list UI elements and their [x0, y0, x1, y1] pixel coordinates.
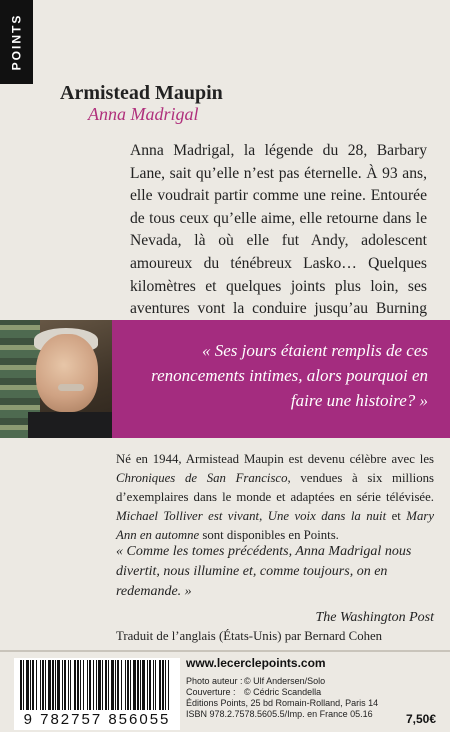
photo-credit-value: © Ulf Andersen/Solo	[244, 676, 326, 686]
barcode-bar	[105, 660, 107, 710]
barcode-bar	[32, 660, 34, 710]
barcode-bar	[162, 660, 164, 710]
author-bio	[116, 450, 434, 545]
barcode-number: 9 782757 856055	[23, 711, 171, 728]
photo-collar	[28, 412, 112, 438]
barcode-bar	[48, 660, 51, 710]
barcode-bar	[149, 660, 151, 710]
barcode-bar	[30, 660, 31, 710]
barcode-bar	[23, 660, 24, 710]
barcode-bar	[62, 660, 63, 710]
footer-divider	[0, 650, 450, 652]
barcode-bar	[153, 660, 154, 710]
barcode-bar	[26, 660, 29, 710]
barcode-bar	[64, 660, 66, 710]
photo-face	[36, 334, 98, 412]
photo-credit-label: Photo auteur :	[186, 676, 243, 686]
bio-title-chroniques: Chroniques de San Francisco	[116, 471, 288, 485]
isbn-line: ISBN 978.2.7578.5605.5/Imp. en France 05.16	[186, 709, 373, 719]
barcode-bar	[80, 660, 81, 710]
barcode-bar	[83, 660, 84, 710]
barcode-bar	[98, 660, 101, 710]
publisher-website[interactable]: www.lecerclepoints.com	[186, 656, 326, 670]
barcode-bar	[20, 660, 22, 710]
points-logo-text: POINTS	[9, 13, 24, 71]
barcode-bar	[127, 660, 129, 710]
barcode-bar	[147, 660, 148, 710]
barcode-bar	[77, 660, 79, 710]
bio-title-maryann: Mary Ann en automne	[116, 509, 434, 542]
barcode-bar	[117, 660, 119, 710]
book-title: Anna Madrigal	[88, 104, 199, 124]
press-review	[116, 542, 434, 628]
barcode-bar	[125, 660, 126, 710]
barcode-bar	[121, 660, 122, 710]
barcode-bar	[108, 660, 109, 710]
credits-block	[186, 676, 378, 720]
barcode-bar	[140, 660, 141, 710]
barcode-bar	[93, 660, 94, 710]
barcode-bar	[87, 660, 88, 710]
points-series-logo	[0, 0, 33, 84]
synopsis-paragraph: Anna Madrigal, la légende du 28, Barbary Lane, sait qu’elle n’est pas éternelle. À 93 ans, elle voudrait partir comme une reine. Entourée de tous ceux qu’elle aime, elle retourne dans le Nevada, là où elle fut Andy, adolescent amoureux du ténébreux Lasko… Quelques kilomètres et quelques joints plus loin, ses aventures vont la conduire jusqu’au Burning	[130, 142, 427, 318]
barcode-bar	[74, 660, 76, 710]
barcode-bar	[42, 660, 44, 710]
barcode-bar	[137, 660, 139, 710]
bio-text-4: et	[386, 509, 407, 523]
barcode-bar	[133, 660, 136, 710]
author-photo	[0, 320, 112, 438]
barcode-bar	[165, 660, 166, 710]
bio-text-3: ,	[259, 509, 268, 523]
bio-text-1: Né en 1944, Armistead Maupin est devenu célèbre avec les	[116, 452, 434, 466]
barcode-bar	[40, 660, 41, 710]
barcode-bar	[52, 660, 54, 710]
bio-text-5: sont disponibles en Points.	[199, 528, 339, 542]
barcode-bar	[96, 660, 97, 710]
photo-mustache	[58, 384, 84, 391]
translator-credit: Traduit de l’anglais (États-Unis) par Bernard Cohen	[116, 629, 383, 643]
barcode-bar	[159, 660, 161, 710]
barcode-bar	[70, 660, 71, 710]
barcode-bar	[142, 660, 145, 710]
barcode-bar	[102, 660, 103, 710]
barcode-bar	[111, 660, 114, 710]
cover-credit-label: Couverture :	[186, 687, 236, 697]
barcode-bar	[89, 660, 91, 710]
barcode-bar	[168, 660, 169, 710]
barcode-bar	[115, 660, 116, 710]
barcode-bars	[18, 660, 176, 710]
barcode-bar	[36, 660, 37, 710]
publisher-address: Éditions Points, 25 bd Romain-Rolland, Paris 14	[186, 698, 379, 708]
press-source: The Washington Post	[315, 610, 434, 625]
bio-title-tolliver: Michael Tolliver est vivant	[116, 509, 260, 523]
barcode-bar	[130, 660, 131, 710]
author-name: Armistead Maupin	[60, 82, 223, 104]
cover-credit-value: © Cédric Scandella	[244, 687, 322, 697]
price-tag: 7,50€	[405, 712, 436, 726]
bio-title-voix: Une voix dans la nuit	[267, 509, 387, 523]
barcode	[14, 658, 180, 730]
barcode-bar	[45, 660, 46, 710]
barcode-bar	[68, 660, 69, 710]
barcode-bar	[155, 660, 156, 710]
barcode-bar	[55, 660, 56, 710]
bio-text-2: , vendues à six millions d’exemplaires dans le monde et adaptées en série télévisée.	[116, 471, 434, 504]
press-quote: « Comme les tomes précédents, Anna Madrigal nous divertit, nous illumine et, comme toujours, on en redemande. »	[116, 544, 412, 599]
excerpt-quote: « Ses jours étaient remplis de ces renoncements intimes, alors pourquoi en faire une histoire? »	[151, 341, 428, 410]
barcode-bar	[57, 660, 60, 710]
